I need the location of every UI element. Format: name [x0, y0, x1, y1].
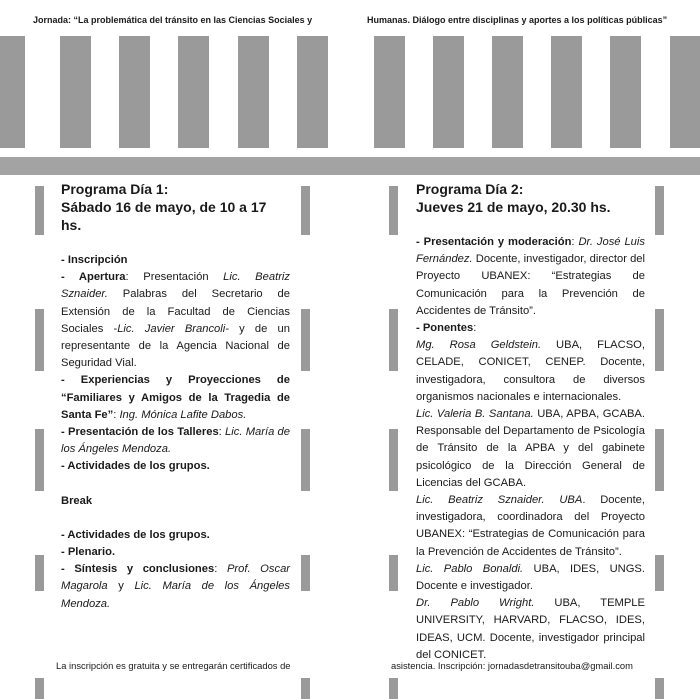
- side-bar: [35, 309, 44, 371]
- side-bar: [35, 186, 44, 235]
- day-2-title: Programa Día 2:: [416, 181, 524, 197]
- stripe: [374, 36, 405, 148]
- day-2-heading: [416, 180, 645, 216]
- day-1-title: Programa Día 1:: [61, 181, 169, 197]
- header-left: Jornada: “La problemática del tránsito en las Ciencias Sociales y: [33, 15, 313, 25]
- speaker-5: Dr. Pablo Wright. UBA, TEMPLE UNIVERSITY, HARVARD, FLACSO, IDES, IDEAS, UCM. Docente, investigador principal del CONICET.: [416, 597, 645, 661]
- stripe: [178, 36, 209, 148]
- side-bar: [389, 678, 398, 699]
- stripe: [119, 36, 150, 148]
- side-bar: [655, 186, 664, 235]
- side-bar: [35, 429, 44, 491]
- footer-left: La inscripción es gratuita y se entregarán certificados de: [56, 660, 291, 671]
- item-inscripcion: - Inscripción: [61, 254, 128, 266]
- item-plenario: - Plenario.: [61, 546, 116, 559]
- side-bar: [301, 186, 310, 235]
- stripe: [0, 36, 25, 148]
- item-actividades-1: - Actividades de los grupos.: [61, 460, 210, 473]
- item-sintesis: - Síntesis y conclusiones: Prof. Oscar Magarola y Lic. María de los Ángeles Mendoza.: [61, 563, 291, 610]
- stripe: [610, 36, 641, 148]
- side-bar: [389, 186, 398, 235]
- program-day-2: [416, 180, 645, 664]
- side-bar: [301, 429, 310, 491]
- speaker-1: Mg. Rosa Geldstein. UBA, FLACSO, CELADE, CONICET, CENEP. Docente, investigadora, consultora de diversos organismos nacionales e internacionales.: [416, 339, 645, 403]
- side-bar: [655, 429, 664, 491]
- side-bar: [655, 309, 664, 371]
- speaker-3: Lic. Beatriz Sznaider. UBA. Docente, investigadora, coordinadora del Proyecto UBANEX: “Estrategias de Comunicación para la Prevención de Accidentes de Tránsito”.: [416, 494, 646, 558]
- horizontal-band: [0, 157, 700, 175]
- stripe: [238, 36, 269, 148]
- side-bar: [389, 309, 398, 371]
- header-right: Humanas. Diálogo entre disciplinas y aportes a los políticas públicas”: [367, 15, 668, 25]
- day-2-date: Jueves 21 de mayo, 20.30 hs.: [416, 199, 611, 215]
- day-1-heading: [61, 180, 290, 234]
- stripe: [60, 36, 91, 148]
- day-1-date: Sábado 16 de mayo, de 10 a 17 hs.: [61, 199, 267, 233]
- side-bar: [301, 678, 310, 699]
- item-talleres: - Presentación de los Talleres: Lic. María de los Ángeles Mendoza.: [61, 426, 290, 456]
- stripe: [297, 36, 328, 148]
- item-presentacion: - Presentación y moderación: Dr. José Luis Fernández. Docente, investigador, director del Proyecto UBANEX: “Estrategias de Comunicación para la Prevención de Accidentes de Tránsito”.: [416, 236, 645, 317]
- stripe: [492, 36, 523, 148]
- speaker-2: Lic. Valeria B. Santana. UBA, APBA, GCABA. Responsable del Departamento de Psicología de Tránsito de la APBA y del gabinete psicológico de la Dirección General de Licencias del GCABA.: [416, 408, 645, 489]
- item-break: Break: [61, 494, 93, 507]
- side-bar: [655, 678, 664, 699]
- side-bar: [301, 309, 310, 371]
- side-bar: [35, 678, 44, 699]
- program-day-1: [61, 180, 290, 613]
- item-experiencias: - Experiencias y Proyecciones de “Familiares y Amigos de la Tragedia de Santa Fe”: Ing. Mónica Lafite Dabos.: [61, 374, 290, 421]
- stripe: [670, 36, 700, 148]
- side-bar: [389, 555, 398, 591]
- item-apertura: - Apertura: Presentación Lic. Beatriz Sznaider. Palabras del Secretario de Extensión de la Facultad de Ciencias Sociales -Lic. Javier Brancoli- y de un representante de la Agencia Nacional de Seguridad Vial.: [61, 271, 291, 370]
- side-bar: [389, 429, 398, 491]
- item-ponentes: - Ponentes:: [416, 322, 477, 335]
- side-bar: [35, 555, 44, 591]
- stripe: [551, 36, 582, 148]
- item-actividades-2: - Actividades de los grupos.: [61, 528, 210, 541]
- side-bar: [655, 555, 664, 591]
- side-bar: [301, 555, 310, 591]
- stripe: [433, 36, 464, 148]
- footer-right: asistencia. Inscripción: jornadasdetransitouba@gmail.com: [391, 660, 633, 671]
- speaker-4: Lic. Pablo Bonaldi. UBA, IDES, UNGS. Docente e investigador.: [416, 562, 645, 593]
